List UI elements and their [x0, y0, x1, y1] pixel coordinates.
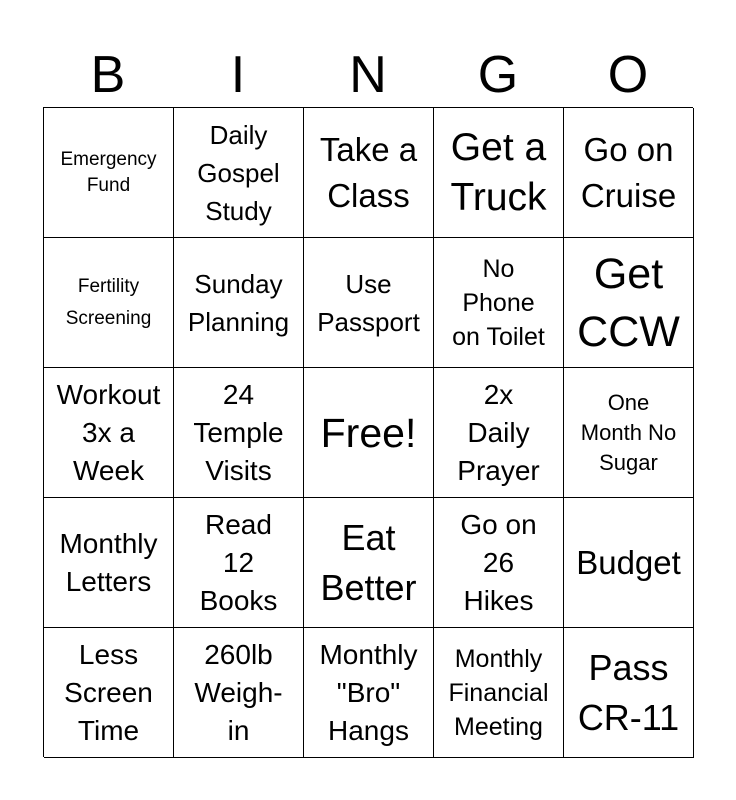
- bingo-cell[interactable]: One Month No Sugar: [564, 368, 694, 498]
- bingo-cell[interactable]: Eat Better: [304, 498, 434, 628]
- bingo-cell[interactable]: Get a Truck: [434, 108, 564, 238]
- header-letter-b: B: [90, 46, 126, 104]
- bingo-cell[interactable]: Fertility Screening: [44, 238, 174, 368]
- bingo-cell[interactable]: 2x Daily Prayer: [434, 368, 564, 498]
- bingo-cell[interactable]: 260lb Weigh- in: [174, 628, 304, 758]
- bingo-header: [43, 44, 693, 106]
- header-letter-n: N: [349, 46, 387, 104]
- bingo-cell[interactable]: 24 Temple Visits: [174, 368, 304, 498]
- header-letter-i: I: [230, 46, 246, 104]
- header-letter-o: O: [607, 46, 649, 104]
- bingo-cell[interactable]: Go on 26 Hikes: [434, 498, 564, 628]
- bingo-cell[interactable]: Emergency Fund: [44, 108, 174, 238]
- bingo-cell[interactable]: Monthly "Bro" Hangs: [304, 628, 434, 758]
- bingo-cell[interactable]: Budget: [564, 498, 694, 628]
- bingo-cell[interactable]: Read 12 Books: [174, 498, 304, 628]
- bingo-cell[interactable]: Daily Gospel Study: [174, 108, 304, 238]
- bingo-cell[interactable]: Monthly Letters: [44, 498, 174, 628]
- bingo-cell[interactable]: Pass CR-11: [564, 628, 694, 758]
- bingo-grid: [43, 107, 693, 757]
- bingo-cell[interactable]: Less Screen Time: [44, 628, 174, 758]
- bingo-cell[interactable]: Get CCW: [564, 238, 694, 368]
- header-letter-g: G: [477, 46, 519, 104]
- bingo-cell free-space[interactable]: Free!: [304, 368, 434, 498]
- bingo-cell[interactable]: Use Passport: [304, 238, 434, 368]
- bingo-cell[interactable]: Take a Class: [304, 108, 434, 238]
- bingo-cell[interactable]: Go on Cruise: [564, 108, 694, 238]
- bingo-cell[interactable]: Workout 3x a Week: [44, 368, 174, 498]
- bingo-cell[interactable]: Sunday Planning: [174, 238, 304, 368]
- bingo-cell[interactable]: No Phone on Toilet: [434, 238, 564, 368]
- bingo-cell[interactable]: Monthly Financial Meeting: [434, 628, 564, 758]
